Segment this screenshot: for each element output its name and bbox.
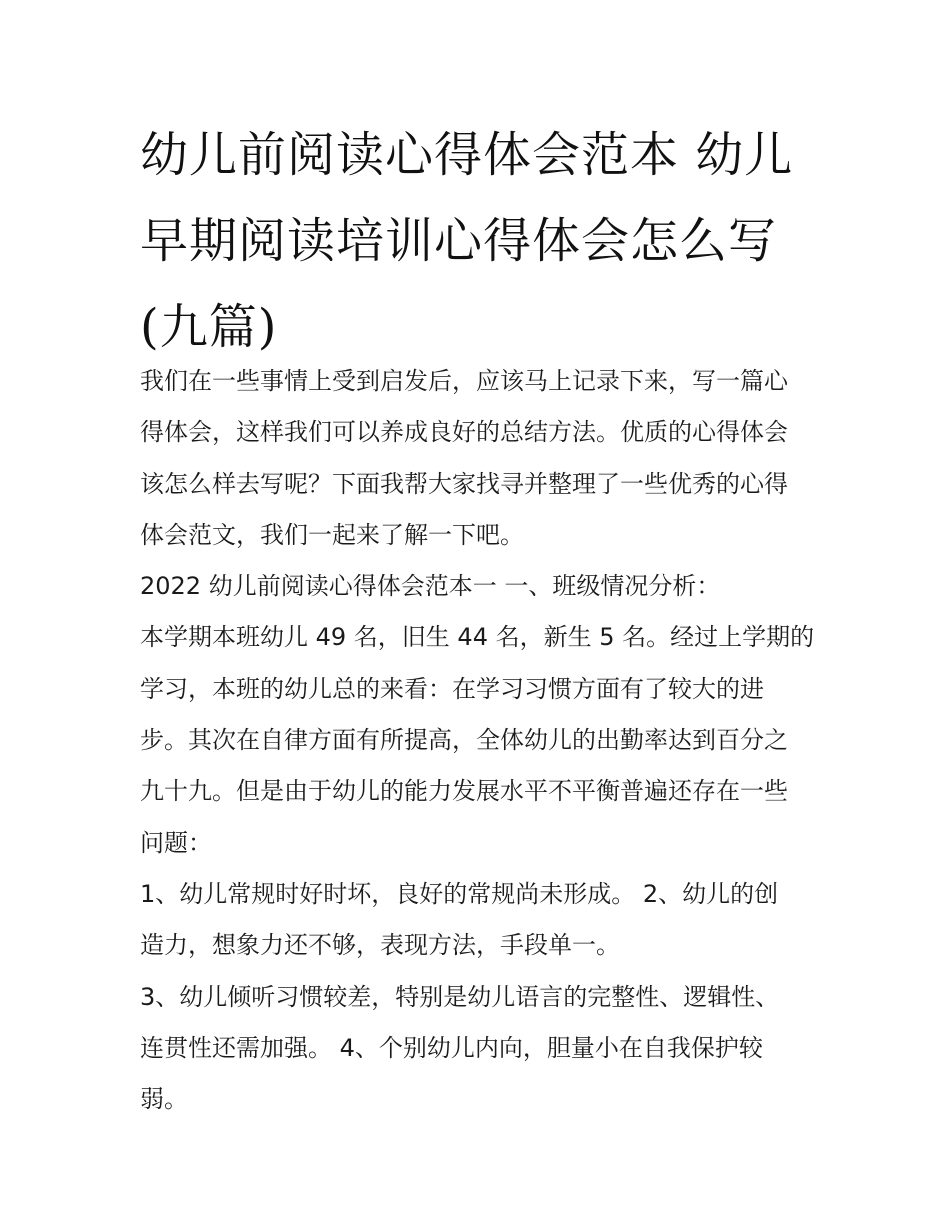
text-line: 九十九。但是由于幼儿的能力发展水平不平衡普遍还存在一些: [140, 777, 788, 806]
text-line: 1、幼儿常规时好时坏，良好的常规尚未形成。 2、幼儿的创: [140, 879, 779, 908]
text-line: 3、幼儿倾听习惯较差，特别是幼儿语言的完整性、逻辑性、: [140, 982, 780, 1011]
text-line: 问题：: [140, 828, 212, 857]
text-line: 学习，本班的幼儿总的来看：在学习习惯方面有了较大的进: [140, 674, 764, 703]
document-body: [140, 356, 830, 1125]
text-line: 本学期本班幼儿 49 名，旧生 44 名，新生 5 名。经过上学期的: [140, 623, 815, 652]
text-line: 步。其次在自律方面有所提高，全体幼儿的出勤率达到百分之: [140, 726, 788, 755]
text-line: 得体会，这样我们可以养成良好的总结方法。优质的心得体会: [140, 418, 788, 447]
text-line: 弱。: [140, 1085, 188, 1114]
text-line: 连贯性还需加强。 4、个别幼儿内向，胆量小在自我保护较: [140, 1033, 763, 1062]
text-line: 我们在一些事情上受到启发后，应该马上记录下来，写一篇心: [140, 367, 788, 395]
title-line: 早期阅读培训心得体会怎么写: [140, 213, 778, 269]
intro-paragraph: [140, 356, 830, 561]
problem-list-paragraph: [140, 869, 830, 972]
text-line: 造力，想象力还不够，表现方法，手段单一。: [140, 931, 620, 960]
class-analysis-paragraph: [140, 612, 830, 868]
document-title: [140, 112, 820, 370]
problem-list-paragraph: [140, 972, 830, 1126]
title-line: 幼儿前阅读心得体会范本 幼儿: [140, 127, 794, 183]
section-heading: [140, 561, 830, 612]
text-line: 体会范文，我们一起来了解一下吧。: [140, 520, 524, 549]
text-line: 2022 幼儿前阅读心得体会范本一 一、班级情况分析：: [140, 572, 721, 601]
title-line: (九篇): [140, 299, 278, 355]
text-line: 该怎么样去写呢？下面我帮大家找寻并整理了一些优秀的心得: [140, 469, 788, 498]
